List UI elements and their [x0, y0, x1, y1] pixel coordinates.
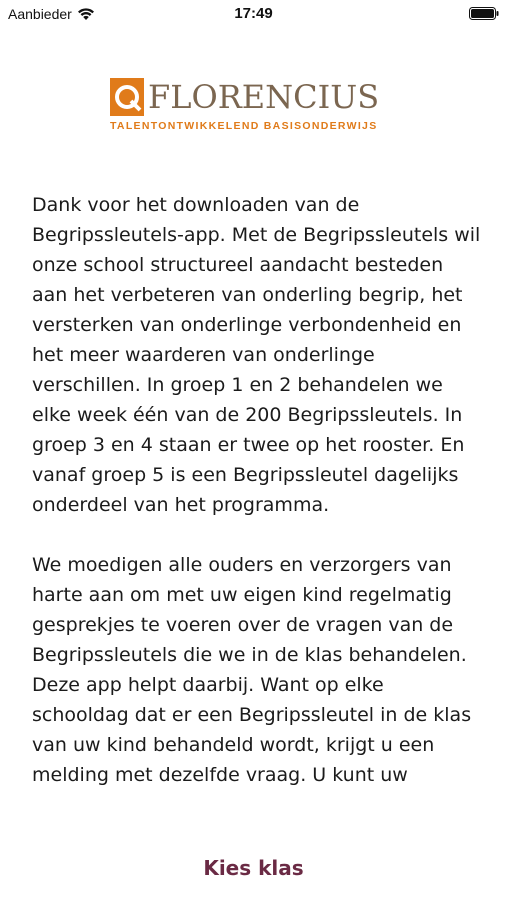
status-time: 17:49: [234, 5, 273, 22]
battery-icon: [469, 7, 499, 20]
logo-wordmark: FLORENCIUS: [148, 78, 380, 116]
bottom-bar: [0, 840, 507, 900]
logo-tagline: TALENTONTWIKKELEND BASISONDERWIJS: [110, 120, 378, 132]
intro-paragraph-1: Dank voor het downloaden van de Begripssleutels-app. Met de Begripssleutels wil onze school structureel aandacht besteden aan het verbeteren van onderling begrip, het versterken van onderlinge verbondenheid en het meer waarderen van onderlinge verschillen. In groep 1 en 2 behandelen we elke week één van de 200 Begripssleutels. In groep 3 en 4 staan er twee op het rooster. En vanaf groep 5 is een Begripssleutel dagelijks onderdeel van het programma.: [32, 194, 481, 516]
intro-paragraph-2: We moedigen alle ouders en verzorgers van harte aan om met uw eigen kind regelmatig gesprekjes te voeren over de vragen van de Begripssleutels die we in de klas behandelen. Deze app helpt daarbij. Want op elke schooldag dat er een Begripssleutel in de klas van uw kind behandeld wordt, krijgt u een melding met dezelfde vraag. U kunt uw: [32, 554, 472, 786]
carrier-name: Aanbieder: [8, 6, 72, 22]
status-bar: [0, 0, 507, 28]
kies-klas-button[interactable]: Kies klas: [184, 852, 324, 884]
intro-text: [32, 190, 482, 830]
florencius-logo: [0, 76, 507, 136]
